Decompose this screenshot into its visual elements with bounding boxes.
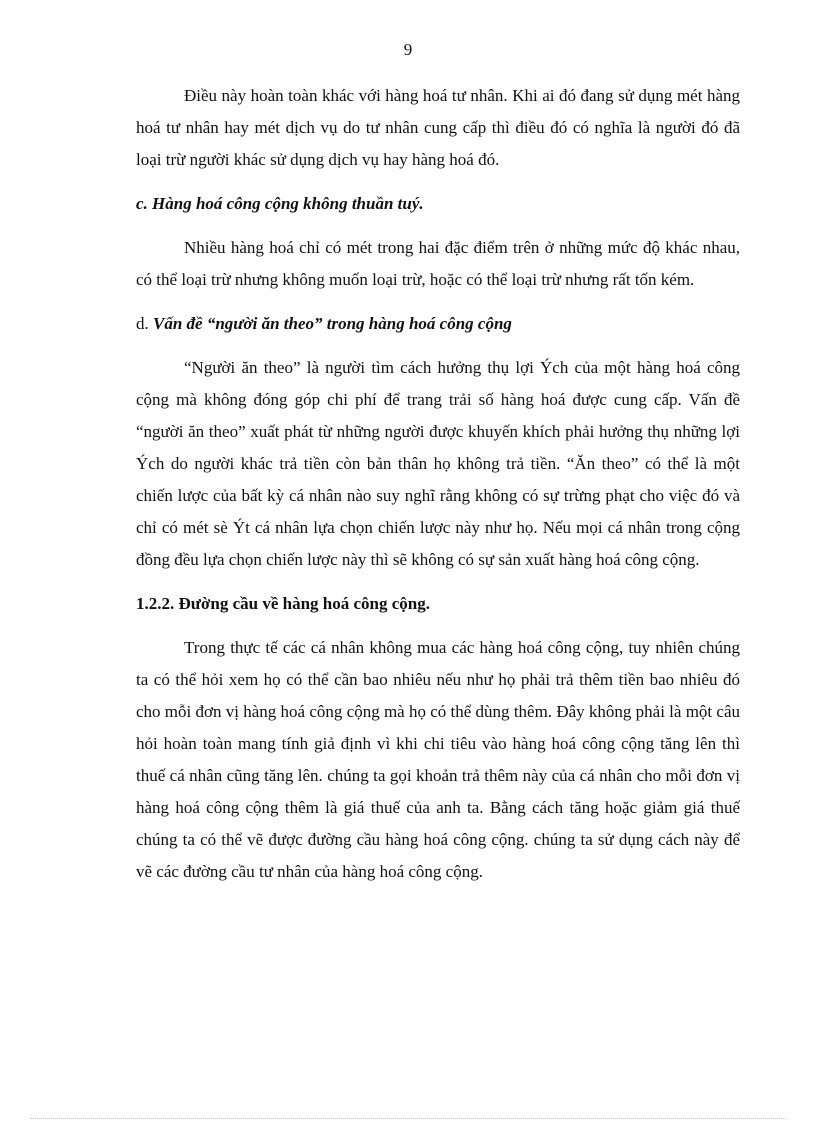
heading-impure-public-goods: c. Hàng hoá công cộng không thuần tuý. — [136, 194, 424, 213]
paragraph-private-goods: Điều này hoàn toàn khác với hàng hoá tư nhân. Khi ai đó đang sử dụng mét hàng hoá tư nhân hay mét dịch vụ do tư nhân cung cấp thì điều đó có nghĩa là người đó đã loại trừ người khác sử dụng dịch vụ hay hàng hoá đó. — [136, 86, 740, 169]
page-number: 9 — [403, 40, 413, 59]
heading-demand-curve: 1.2.2. Đường cầu về hàng hoá công cộng. — [136, 594, 431, 613]
page-bottom-divider — [30, 1118, 786, 1119]
heading-free-rider-prefix: d. — [136, 314, 149, 333]
paragraph-impure-public-goods: Nhiều hàng hoá chỉ có mét trong hai đặc điểm trên ở những mức độ khác nhau, có thể loại trừ nhưng không muốn loại trừ, hoặc có thể loại trừ nhưng rất tốn kém. — [136, 238, 740, 289]
heading-free-rider — [136, 308, 740, 340]
paragraph-demand-curve: Trong thực tế các cá nhân không mua các hàng hoá công cộng, tuy nhiên chúng ta có thể hỏi xem họ có thể cần bao nhiêu nếu như họ phải trả thêm tiền bao nhiêu đó cho mỗi đơn vị hàng hoá công cộng mà họ có thể dùng thêm. Đây không phải là một câu hỏi hoàn toàn mang tính giả định vì khi chi tiêu vào hàng hoá công cộng tăng lên thì thuế cá nhân cũng tăng lên. chúng ta gọi khoản trả thêm này của cá nhân cho mỗi đơn vị hàng hoá công cộng thêm là giá thuế của anh ta. Bằng cách tăng hoặc giảm giá thuế chúng ta có thể vẽ được đường cầu hàng hoá công cộng. chúng ta sử dụng cách này để vẽ các đường cầu tư nhân của hàng hoá công cộng. — [136, 638, 740, 881]
document-body — [136, 80, 740, 900]
heading-free-rider-text: Vấn đề “người ăn theo” trong hàng hoá công cộng — [153, 314, 512, 333]
paragraph-free-rider: “Người ăn theo” là người tìm cách hưởng thụ lợi Ých của một hàng hoá công cộng mà không đóng góp chi phí để trang trải số hàng hoá được cung cấp. Vấn đề “người ăn theo” xuất phát từ những người được khuyến khích phải hưởng thụ những lợi Ých do người khác trả tiền còn bản thân họ không trả tiền. “Ăn theo” có thể là một chiến lược của bất kỳ cá nhân nào suy nghĩ rằng không có sự trừng phạt cho việc đó và chỉ có mét sè Ýt cá nhân lựa chọn chiến lược này như họ. Nếu mọi cá nhân trong cộng đồng đều lựa chọn chiến lược này thì sẽ không có sự sản xuất hàng hoá công cộng. — [136, 358, 740, 569]
